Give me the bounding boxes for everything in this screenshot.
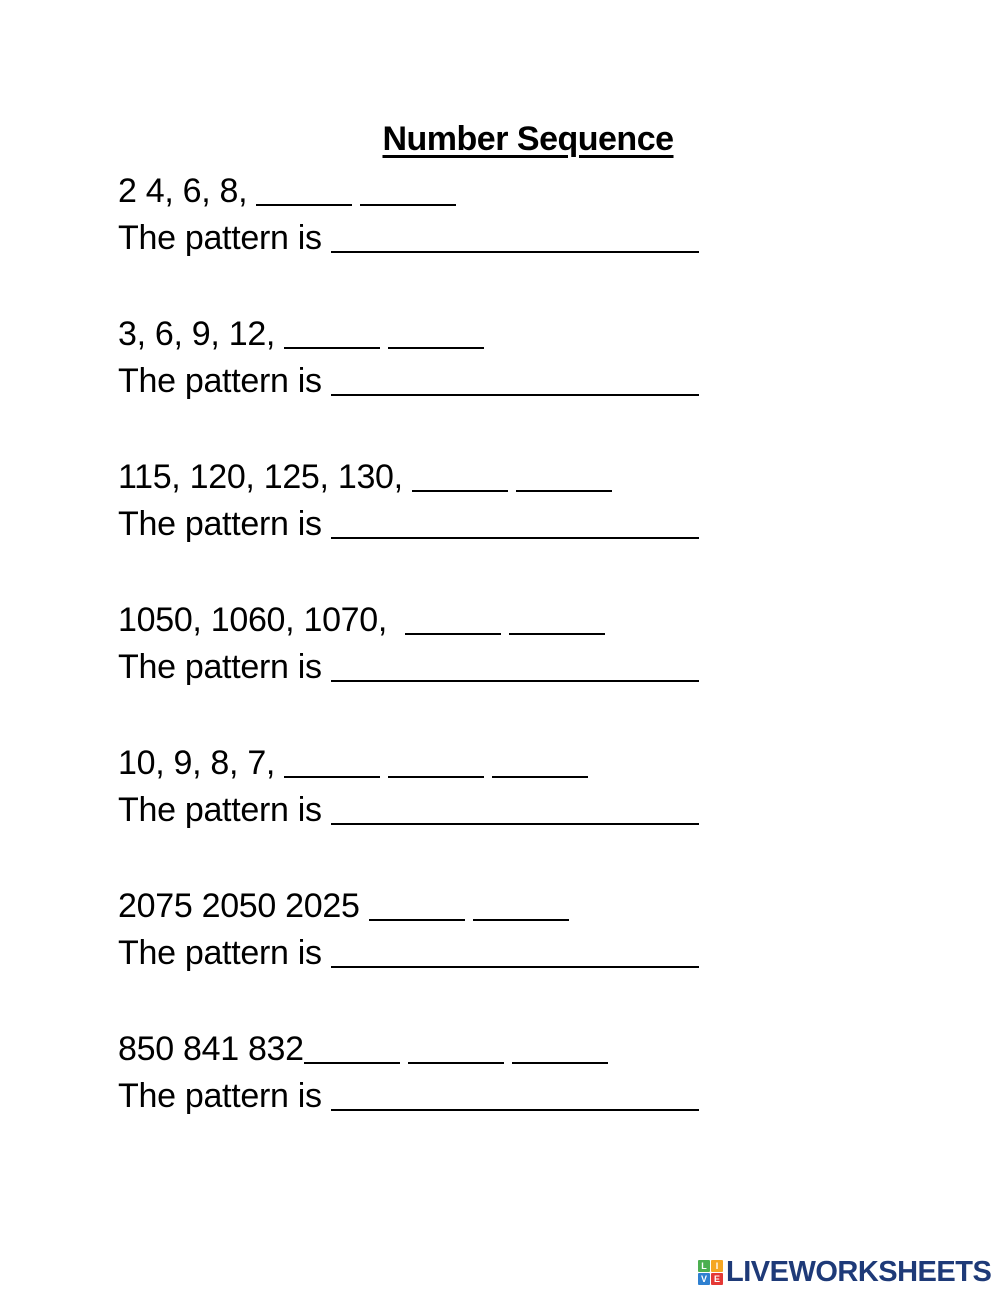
pattern-label: The pattern is <box>118 791 331 829</box>
answer-blank[interactable] <box>405 603 501 635</box>
sequence-text: 850 841 832 <box>118 1030 304 1068</box>
answer-blank[interactable] <box>408 1032 504 1064</box>
sequence-text: 2075 2050 2025 <box>118 887 369 925</box>
question-4 <box>118 597 699 691</box>
logo-block-v: V <box>698 1273 710 1285</box>
sequence-text: 10, 9, 8, 7, <box>118 744 285 782</box>
sequence-line <box>118 740 699 787</box>
pattern-blank[interactable] <box>331 507 699 539</box>
answer-blank[interactable] <box>304 1032 400 1064</box>
question-2 <box>118 311 699 405</box>
logo-block-i: I <box>711 1260 723 1272</box>
live-blocks-icon <box>698 1260 723 1285</box>
question-7 <box>118 1026 699 1120</box>
sequence-text: 3, 6, 9, 12, <box>118 315 285 353</box>
pattern-blank[interactable] <box>331 1079 699 1111</box>
pattern-label: The pattern is <box>118 219 331 257</box>
question-3 <box>118 454 699 548</box>
pattern-blank[interactable] <box>331 936 699 968</box>
pattern-label: The pattern is <box>118 362 331 400</box>
answer-blank[interactable] <box>388 317 484 349</box>
sequence-text: 1050, 1060, 1070, <box>118 601 406 639</box>
pattern-blank[interactable] <box>331 221 699 253</box>
logo-block-l: L <box>698 1260 710 1272</box>
pattern-line <box>118 787 699 834</box>
sequence-line <box>118 883 699 930</box>
answer-blank[interactable] <box>284 317 380 349</box>
sequence-line <box>118 311 699 358</box>
question-5 <box>118 740 699 834</box>
answer-blank[interactable] <box>360 174 456 206</box>
pattern-blank[interactable] <box>331 793 699 825</box>
answer-blank[interactable] <box>516 460 612 492</box>
answer-blank[interactable] <box>509 603 605 635</box>
pattern-label: The pattern is <box>118 934 331 972</box>
answer-blank[interactable] <box>284 746 380 778</box>
page-title: Number Sequence <box>382 120 674 158</box>
pattern-line <box>118 358 699 405</box>
pattern-blank[interactable] <box>331 650 699 682</box>
question-6 <box>118 883 699 977</box>
pattern-line <box>118 1073 699 1120</box>
pattern-blank[interactable] <box>331 364 699 396</box>
answer-blank[interactable] <box>473 889 569 921</box>
logo-text: LIVEWORKSHEETS <box>726 1256 992 1288</box>
answer-blank[interactable] <box>369 889 465 921</box>
pattern-line <box>118 644 699 691</box>
pattern-label: The pattern is <box>118 648 331 686</box>
answer-blank[interactable] <box>512 1032 608 1064</box>
pattern-label: The pattern is <box>118 1077 331 1115</box>
pattern-label: The pattern is <box>118 505 331 543</box>
sequence-line <box>118 168 699 215</box>
sequence-line <box>118 1026 699 1073</box>
logo-block-e: E <box>711 1273 723 1285</box>
answer-blank[interactable] <box>492 746 588 778</box>
pattern-line <box>118 501 699 548</box>
question-1 <box>118 168 699 262</box>
pattern-line <box>118 930 699 977</box>
sequence-line <box>118 597 699 644</box>
sequence-line <box>118 454 699 501</box>
answer-blank[interactable] <box>412 460 508 492</box>
answer-blank[interactable] <box>256 174 352 206</box>
sequence-text: 2 4, 6, 8, <box>118 172 257 210</box>
answer-blank[interactable] <box>388 746 484 778</box>
liveworksheets-logo <box>698 1256 991 1289</box>
sequence-text: 115, 120, 125, 130, <box>118 458 412 496</box>
pattern-line <box>118 215 699 262</box>
